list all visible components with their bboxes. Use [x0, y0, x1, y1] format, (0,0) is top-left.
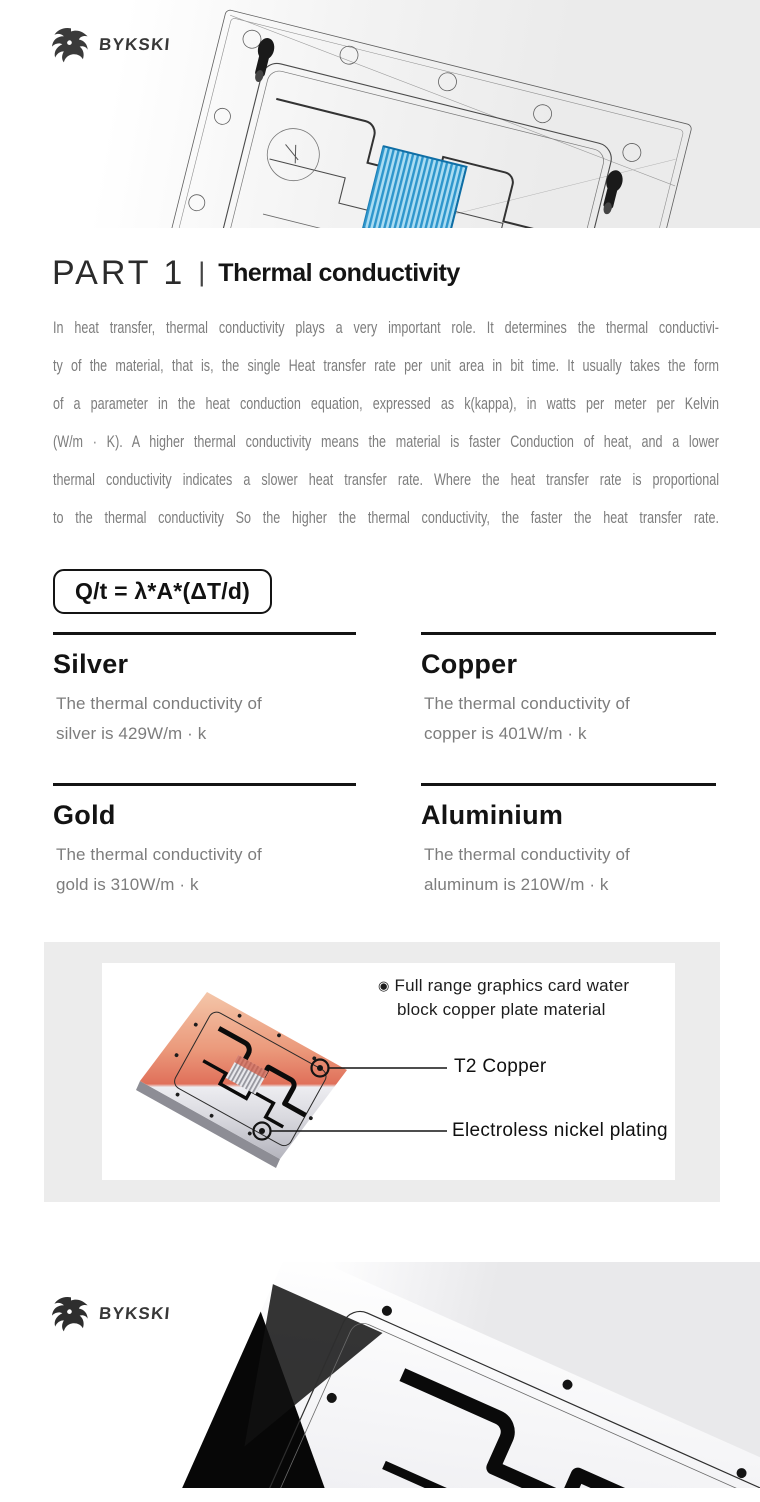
material-desc-line: silver is 429W/m · k	[56, 724, 207, 743]
section-heading	[52, 254, 460, 293]
callout-label-t2-copper: T2 Copper	[454, 1056, 547, 1077]
paragraph-line: of a parameter in the heat conduction equation, expressed as k(kappa), in watts per meter per Kelvin	[53, 394, 719, 413]
paragraph-line: (W/m · K). A higher thermal conductivity means the material is faster Conduction of heat, and a lower	[53, 432, 719, 451]
brand-wordmark: BYKSKI	[98, 1304, 172, 1323]
material-name: Silver	[53, 649, 129, 679]
dragon-icon	[50, 1295, 92, 1333]
figure-panel	[102, 963, 675, 1180]
target-bullet-icon: ◉	[378, 978, 390, 993]
material-desc-line: aluminum is 210W/m · k	[424, 875, 609, 894]
material-card-silver	[53, 632, 356, 783]
paragraph-line: to the thermal conductivity So the higher the thermal conductivity, the faster the heat transfer rate.	[53, 508, 719, 527]
material-card-aluminium	[421, 783, 716, 934]
caption-line-2: block copper plate material	[397, 1000, 606, 1019]
material-desc-line: The thermal conductivity of	[56, 845, 262, 864]
material-desc-line: The thermal conductivity of	[424, 845, 630, 864]
material-desc-line: The thermal conductivity of	[424, 694, 630, 713]
heading-separator: |	[198, 257, 206, 287]
product-photo-section	[0, 1262, 760, 1488]
outlet-fitting-shape	[598, 168, 624, 216]
material-card-copper	[421, 632, 716, 783]
paragraph-line: thermal conductivity indicates a slower heat transfer rate. Where the heat transfer rate is proportional	[53, 470, 719, 489]
materials-grid	[53, 632, 716, 934]
brand-logo-bottom	[50, 1295, 170, 1333]
caption-text-1: Full range graphics card water	[394, 976, 630, 995]
section-title: Thermal conductivity	[218, 259, 460, 287]
figure-caption	[378, 974, 629, 1021]
material-desc-line: copper is 401W/m · k	[424, 724, 587, 743]
intro-paragraph	[53, 309, 719, 537]
material-name: Aluminium	[421, 800, 564, 830]
dragon-icon	[50, 26, 92, 64]
brand-logo	[50, 26, 170, 64]
paragraph-line: In heat transfer, thermal conductivity plays a very important role. It determines the thermal conductivi-	[53, 318, 719, 337]
caption-line-1	[378, 974, 629, 998]
inlet-fitting-shape	[250, 36, 276, 84]
formula-box	[53, 569, 272, 614]
brand-wordmark: BYKSKI	[98, 35, 172, 54]
material-card-gold	[53, 783, 356, 934]
hero-section	[0, 0, 760, 228]
copper-plate-figure-section	[44, 942, 720, 1202]
formula-text: Q/t = λ*A*(ΔT/d)	[75, 578, 250, 604]
material-name: Copper	[421, 649, 518, 679]
callout-label-nickel-plating: Electroless nickel plating	[452, 1120, 668, 1141]
paragraph-line: ty of the material, that is, the single Heat transfer rate per unit area in bit time. It usually takes the form	[53, 356, 719, 375]
part-kicker: PART 1	[52, 254, 186, 292]
material-desc-line: The thermal conductivity of	[56, 694, 262, 713]
material-name: Gold	[53, 800, 116, 830]
material-desc-line: gold is 310W/m · k	[56, 875, 199, 894]
